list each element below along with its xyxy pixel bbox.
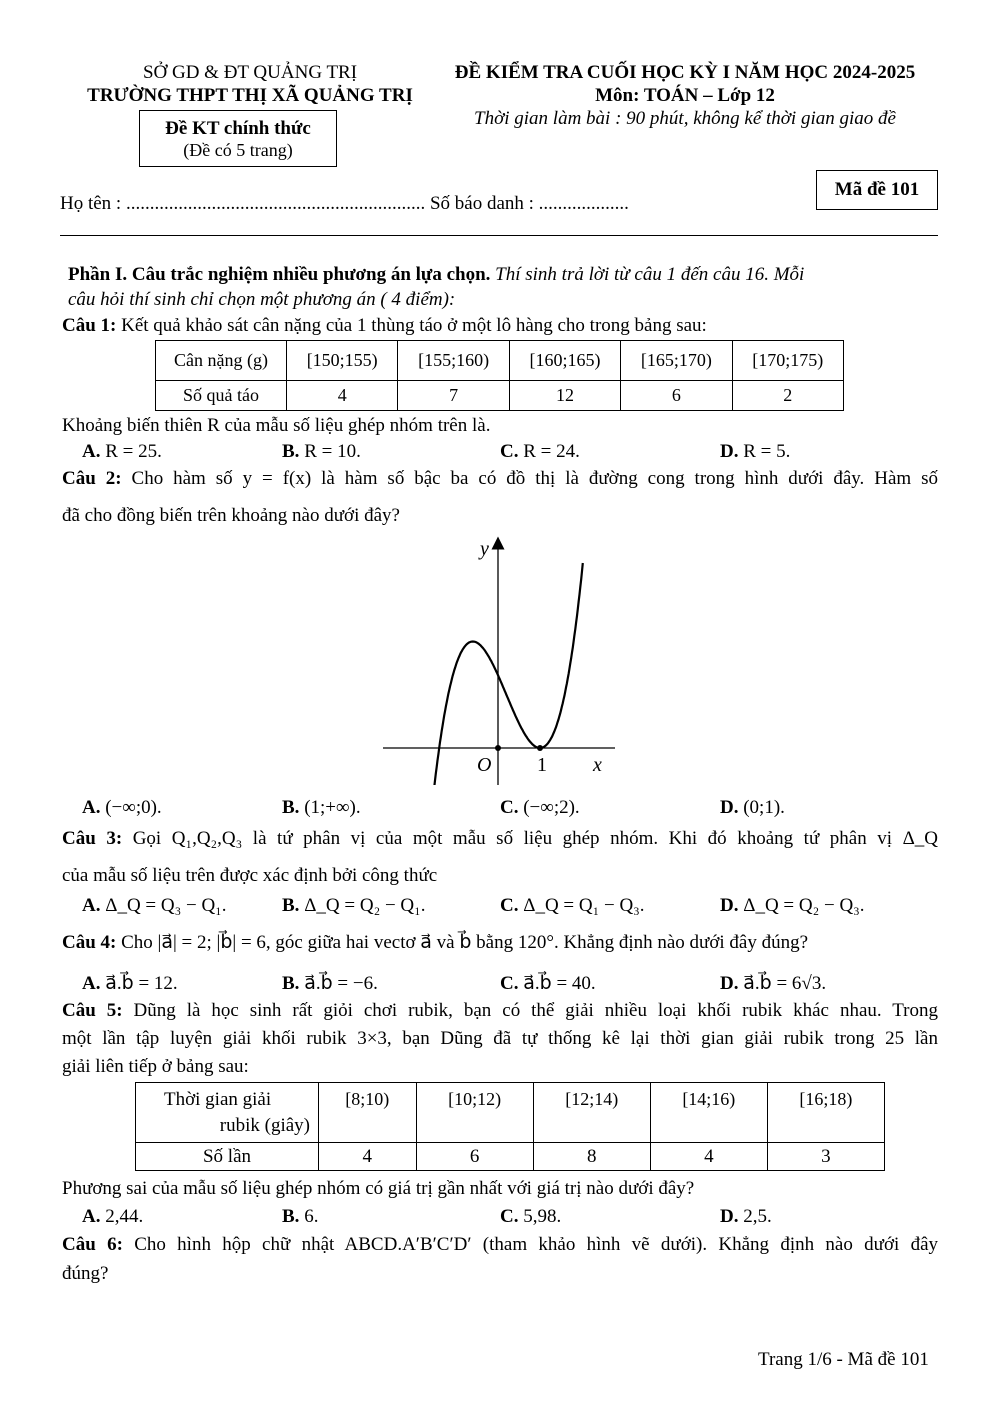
q4-option-a: A. a⃗.b⃗ = 12. xyxy=(82,973,178,994)
q5-option-a: A. 2,44. xyxy=(82,1206,144,1227)
q1-count: 7 xyxy=(398,381,509,411)
question-5-cont: một lần tập luyện giải khối rubik 3×3, bạn Dũng đã tự thống kê lại thời gian giải rubik trong 25 lần xyxy=(62,1028,938,1049)
header-divider xyxy=(60,235,938,236)
q1-interval: [160;165) xyxy=(509,341,620,381)
q5-option-b: B. 6. xyxy=(282,1206,319,1227)
q3-option-a: A. Δ_Q = Q₃ − Q₁. xyxy=(82,895,227,916)
q1-row2-head: Số quả táo xyxy=(156,381,287,411)
q5-table xyxy=(135,1082,885,1171)
q1-option-a: A. R = 25. xyxy=(82,441,162,462)
q5-row1-head: Thời gian giải rubik (giây) xyxy=(136,1083,319,1143)
q2-option-d: D. (0;1). xyxy=(720,797,785,818)
exam-subject: Môn: TOÁN – Lớp 12 xyxy=(595,85,775,106)
pages-note: (Đề có 5 trang) xyxy=(183,140,293,160)
q5-interval: [16;18) xyxy=(767,1083,884,1143)
official-box xyxy=(139,110,337,167)
q1-option-d: D. R = 5. xyxy=(720,441,791,462)
q5-interval: [14;16) xyxy=(650,1083,767,1143)
q2-option-a: A. (−∞;0). xyxy=(82,797,162,818)
question-4: Câu 4: Cho |a⃗| = 2; |b⃗| = 6, góc giữa hai vectơ a⃗ và b⃗ bằng 120°. Khẳng định nào dưới đây đúng? xyxy=(62,932,809,953)
q5-count: 6 xyxy=(416,1143,533,1171)
q1-option-b: B. R = 10. xyxy=(282,441,361,462)
q5-count: 4 xyxy=(650,1143,767,1171)
point-x1 xyxy=(537,745,543,751)
question-5-cont2: giải liên tiếp ở bảng sau: xyxy=(62,1056,249,1077)
q1-interval: [170;175) xyxy=(732,341,843,381)
q1-count: 12 xyxy=(509,381,620,411)
tick-1-label: 1 xyxy=(537,754,547,776)
q5-option-c: C. 5,98. xyxy=(500,1206,562,1227)
q5-interval: [12;14) xyxy=(533,1083,650,1143)
q1-option-c: C. R = 24. xyxy=(500,441,580,462)
q3-option-d: D. Δ_Q = Q₂ − Q₃. xyxy=(720,895,865,916)
question-1: Câu 1: Kết quả khảo sát cân nặng của 1 thùng táo ở một lô hàng cho trong bảng sau: xyxy=(62,315,707,336)
y-axis-label: y xyxy=(480,538,489,560)
q3-option-b: B. Δ_Q = Q₂ − Q₁. xyxy=(282,895,426,916)
q2-option-c: C. (−∞;2). xyxy=(500,797,580,818)
q4-option-c: C. a⃗.b⃗ = 40. xyxy=(500,973,596,994)
q1-count: 2 xyxy=(732,381,843,411)
q2-option-b: B. (1;+∞). xyxy=(282,797,361,818)
q5-interval: [10;12) xyxy=(416,1083,533,1143)
part1-instruction: câu hỏi thí sinh chỉ chọn một phương án ( 4 điểm): xyxy=(68,289,456,310)
origin-label: O xyxy=(477,754,492,776)
question-2: Câu 2: Cho hàm số y = f(x) là hàm số bậc ba có đồ thị là đường cong trong hình dưới đây. Hàm số xyxy=(62,468,939,489)
q1-count: 4 xyxy=(287,381,398,411)
part1-heading: Phần I. Câu trắc nghiệm nhiều phương án lựa chọn. Thí sinh trả lời từ câu 1 đến câu 16. Mỗi xyxy=(68,264,805,285)
time-note: Thời gian làm bài : 90 phút, không kể thời gian giao đề xyxy=(474,108,896,129)
x-axis-label: x xyxy=(593,754,602,776)
question-2-cont: đã cho đồng biến trên khoảng nào dưới đây? xyxy=(62,505,400,526)
q1-table xyxy=(155,340,844,411)
q5-count: 8 xyxy=(533,1143,650,1171)
q1-count: 6 xyxy=(621,381,732,411)
q5-after: Phương sai của mẫu số liệu ghép nhóm có giá trị gần nhất với giá trị nào dưới đây? xyxy=(62,1178,695,1199)
q4-option-b: B. a⃗.b⃗ = −6. xyxy=(282,973,378,994)
origin-point xyxy=(495,745,501,751)
question-3-cont: của mẫu số liệu trên được xác định bởi công thức xyxy=(62,865,438,886)
official-label: Đề KT chính thức xyxy=(165,118,311,139)
q5-count: 3 xyxy=(767,1143,884,1171)
q5-row2-head: Số lần xyxy=(136,1143,319,1171)
name-line: Họ tên : ............................................................... Số báo danh : ................... xyxy=(60,193,629,214)
q1-interval: [155;160) xyxy=(398,341,509,381)
question-6-cont: đúng? xyxy=(62,1263,109,1284)
page-footer: Trang 1/6 - Mã đề 101 xyxy=(758,1349,929,1370)
question-5: Câu 5: Dũng là học sinh rất giỏi chơi rubik, bạn có thể giải nhiều loại khối rubik khác nhau. Trong xyxy=(62,1000,938,1021)
q3-option-c: C. Δ_Q = Q₁ − Q₃. xyxy=(500,895,645,916)
exam-title: ĐỀ KIỂM TRA CUỐI HỌC KỲ I NĂM HỌC 2024-2025 xyxy=(454,62,916,83)
q1-interval: [165;170) xyxy=(621,341,732,381)
q5-count: 4 xyxy=(319,1143,417,1171)
q1-after: Khoảng biến thiên R của mẫu số liệu ghép nhóm trên là. xyxy=(62,415,491,436)
school-name: TRƯỜNG THPT THỊ XÃ QUẢNG TRỊ xyxy=(87,85,413,106)
question-6: Câu 6: Cho hình hộp chữ nhật ABCD.A′B′C′D′ (tham khảo hình vẽ dưới). Khẳng định nào dưới đây xyxy=(62,1234,939,1255)
cubic-curve xyxy=(431,563,583,785)
q5-option-d: D. 2,5. xyxy=(720,1206,772,1227)
q5-interval: [8;10) xyxy=(319,1083,417,1143)
department: SỞ GD & ĐT QUẢNG TRỊ xyxy=(142,62,358,83)
q2-cubic-graph xyxy=(375,535,625,785)
exam-code-box: Mã đề 101 xyxy=(816,170,938,210)
q4-option-d: D. a⃗.b⃗ = 6√3. xyxy=(720,973,827,994)
question-3: Câu 3: Gọi Q₁,Q₂,Q₃ là tứ phân vị của một mẫu số liệu ghép nhóm. Khi đó khoảng tứ phân vị Δ_Q xyxy=(62,828,939,849)
q1-row1-head: Cân nặng (g) xyxy=(156,341,287,381)
q1-interval: [150;155) xyxy=(287,341,398,381)
